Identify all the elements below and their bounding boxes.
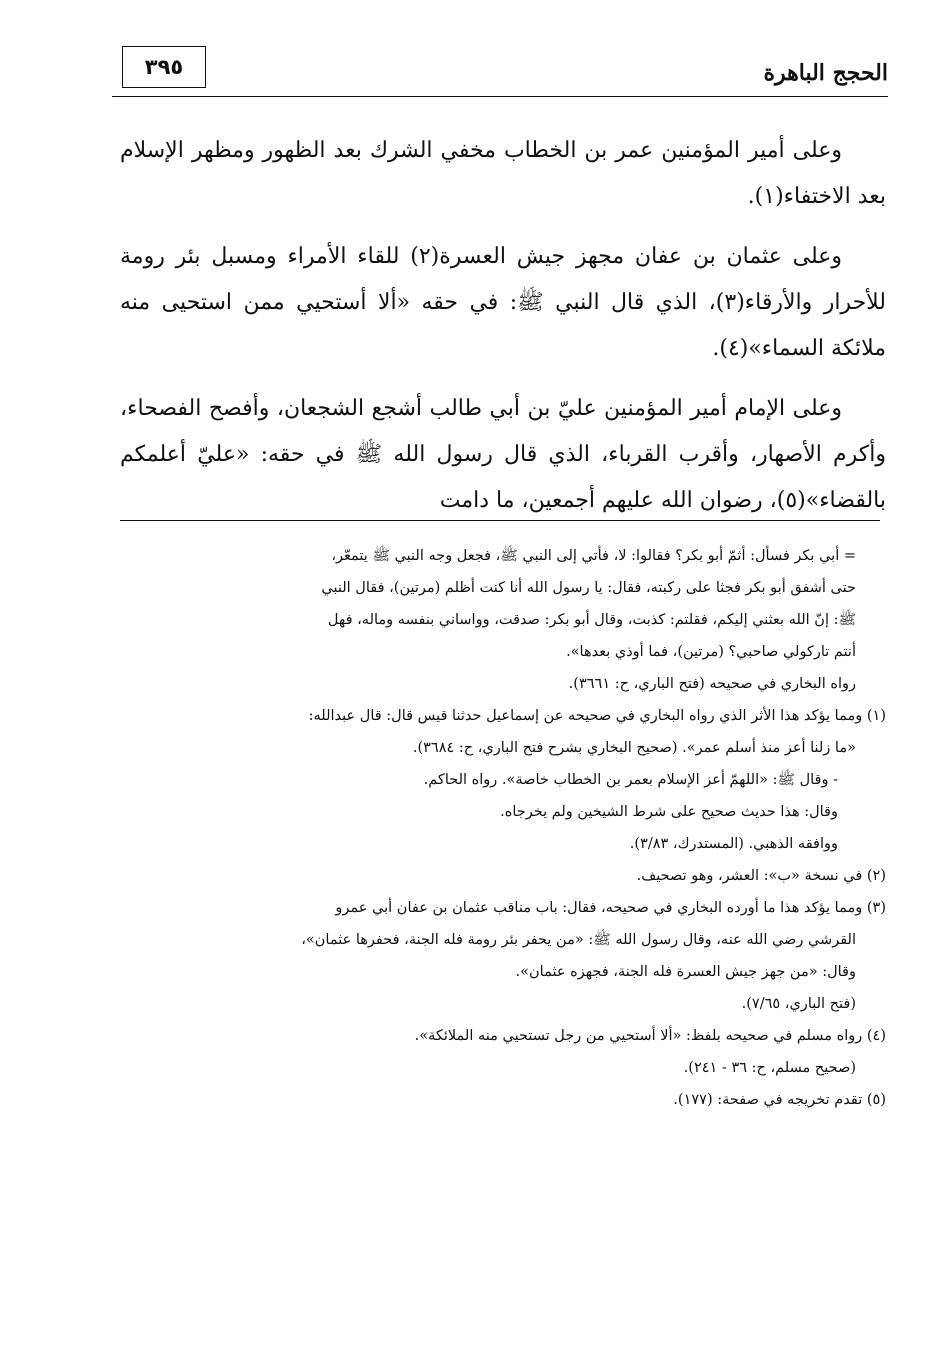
footnote-1: (١) ومما يؤكد هذا الأثر الذي رواه البخاري في صحيحه عن إسماعيل حدثنا قيس قال: قال عبدالله:: [308, 708, 886, 724]
footnote-line: (فتح الباري، ٧/٦٥).: [741, 996, 856, 1012]
footnote-line: «ما زلنا أعز منذ أسلم عمر». (صحيح البخاري بشرح فتح الباري، ح: ٣٦٨٤).: [412, 740, 856, 756]
footnote-line: ووافقه الذهبي. (المستدرك، ٣/٨٣).: [629, 836, 838, 852]
footnote-line: وقال: «من جهز جيش العسرة فله الجنة، فجهزه عثمان».: [515, 964, 856, 980]
page-header: [112, 46, 888, 97]
footnotes: [100, 540, 886, 1116]
paragraph-ali: وعلى الإمام أمير المؤمنين عليّ بن أبي طالب أشجع الشجعان، وأفصح الفصحاء، وأكرم الأصهار، وأقرب القرباء، الذي قال رسول الله ﷺ في حقه: «عليّ أعلمكم بالقضاء»(٥)، رضوان الله عليهم أجمعين، ما دامت: [120, 396, 886, 513]
footnote-2: (٢) في نسخة «ب»: العشر، وهو تصحيف.: [636, 868, 886, 884]
footnote-divider: [120, 520, 880, 521]
paragraph-uthman: وعلى عثمان بن عفان مجهز جيش العسرة(٢) للقاء الأمراء ومسبل بئر رومة للأحرار والأرقاء(٣)، الذي قال النبي ﷺ: في حقه «ألا أستحيي ممن استحيى منه ملائكة السماء»(٤).: [120, 244, 886, 361]
footnote-line: = أبي بكر فسأل: أثمّ أبو بكر؟ فقالوا: لا، فأتي إلى النبي ﷺ، فجعل وجه النبي ﷺ يتمعّر،: [331, 548, 856, 564]
page-number: ٣٩٥: [122, 46, 206, 88]
footnote-line: أنتم تاركولي صاحبي؟ (مرتين)، فما أوذي بعدها».: [566, 644, 856, 660]
footnote-4: (٤) رواه مسلم في صحيحه بلفظ: «ألا أستحيي من رجل تستحيي منه الملائكة».: [414, 1028, 886, 1044]
footnote-line: القرشي رضي الله عنه، وقال رسول الله ﷺ: «من يحفر بئر رومة فله الجنة، فحفرها عثمان»،: [301, 932, 856, 948]
footnote-5: (٥) تقدم تخريجه في صفحة: (١٧٧).: [673, 1092, 886, 1108]
footnote-line: ﷺ: إنّ الله بعثني إليكم، فقلتم: كذبت، وقال أبو بكر: صدقت، وواساني بنفسه وماله، فهل: [327, 612, 856, 628]
footnote-line: - وقال ﷺ: «اللهمّ أعز الإسلام بعمر بن الخطاب خاصة». رواه الحاكم.: [423, 772, 838, 788]
footnote-line: (صحيح مسلم، ح: ٣٦ - ٢٤١).: [683, 1060, 856, 1076]
book-title: الحجج الباهرة: [763, 60, 888, 86]
footnote-line: رواه البخاري في صحيحه (فتح الباري، ح: ٣٦٦١).: [568, 676, 856, 692]
footnote-line: حتى أشفق أبو بكر فجثا على ركبته، فقال: يا رسول الله أنا كنت أظلم (مرتين)، فقال النبي: [321, 580, 856, 596]
main-text: [120, 128, 886, 538]
footnote-line: وقال: هذا حديث صحيح على شرط الشيخين ولم يخرجاه.: [500, 804, 838, 820]
paragraph-umar: وعلى أمير المؤمنين عمر بن الخطاب مخفي الشرك بعد الظهور ومظهر الإسلام بعد الاختفاء(١).: [120, 138, 886, 209]
footnote-3: (٣) ومما يؤكد هذا ما أورده البخاري في صحيحه، فقال: باب مناقب عثمان بن عفان أبي عمرو: [335, 900, 886, 916]
